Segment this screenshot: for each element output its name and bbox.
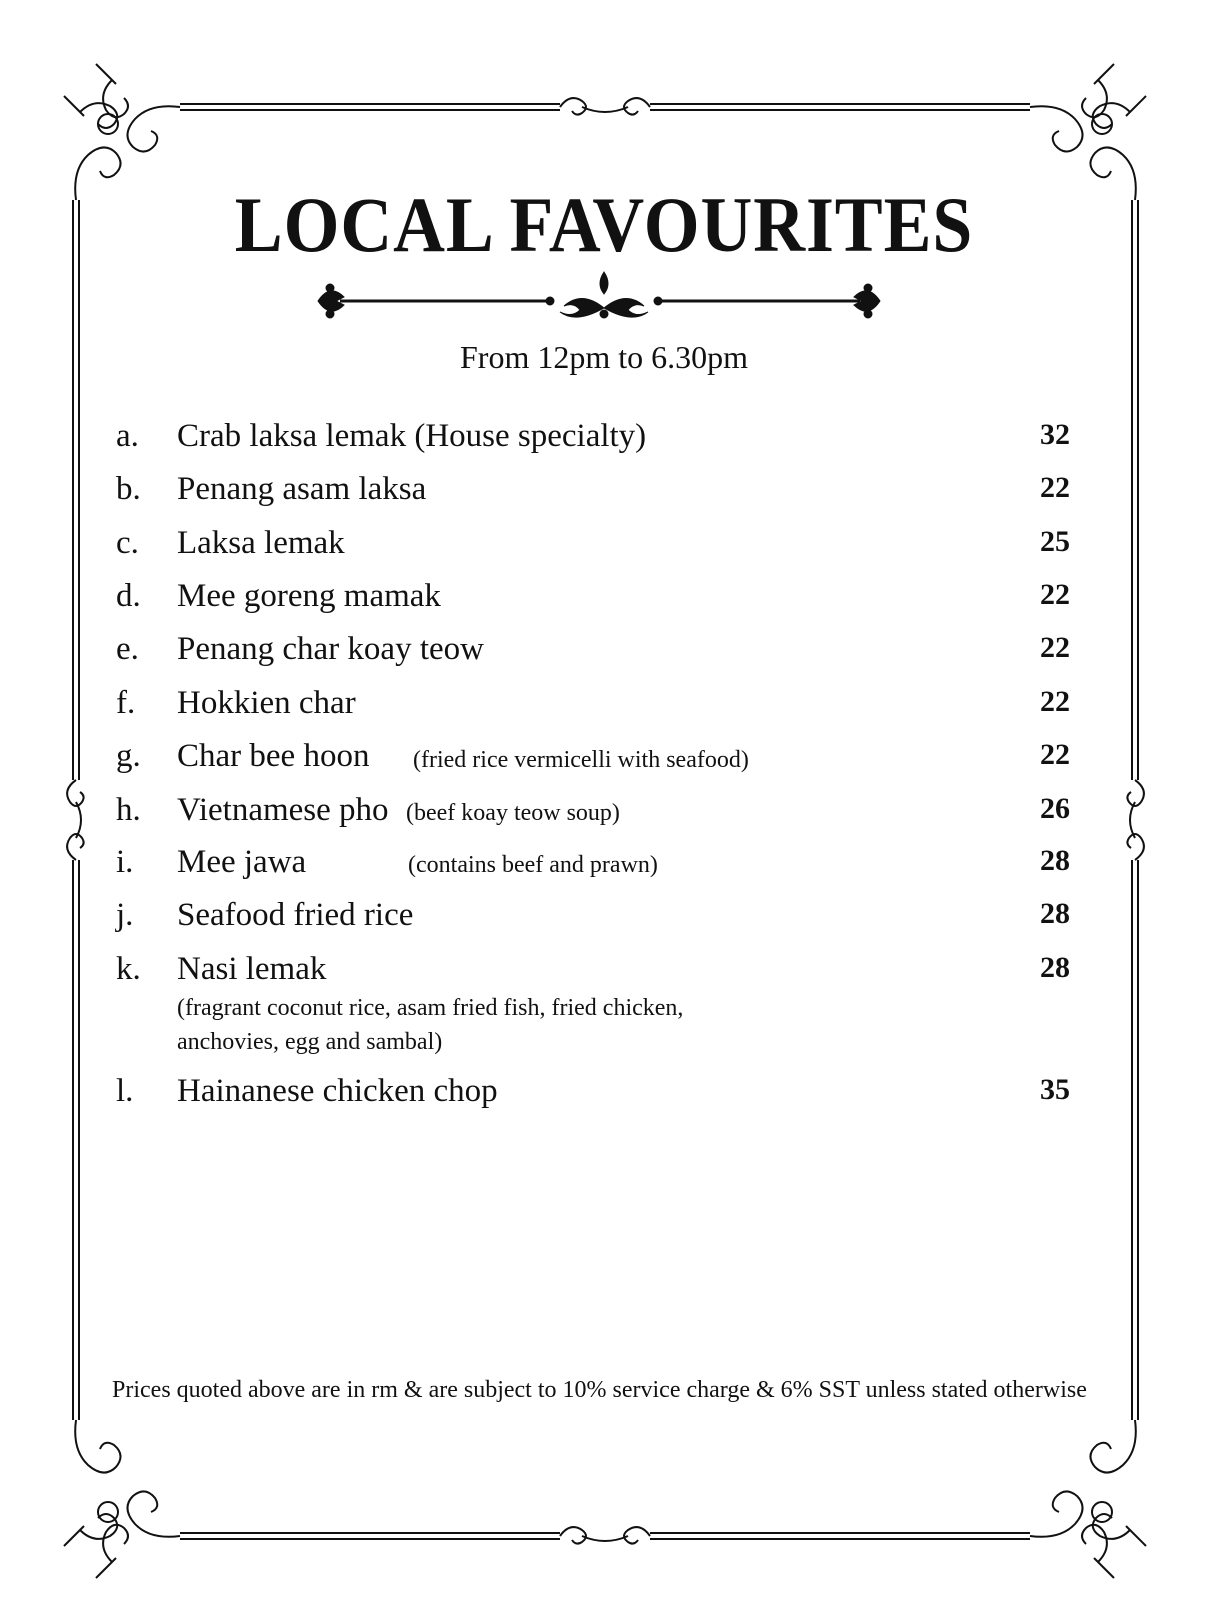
item-letter: k. — [116, 951, 141, 987]
item-letter: e. — [116, 631, 139, 667]
serving-hours: From 12pm to 6.30pm — [459, 339, 748, 375]
item-letter: a. — [116, 418, 139, 454]
item-price: 22 — [1040, 578, 1070, 611]
item-price: 22 — [1040, 631, 1070, 664]
item-price: 22 — [1040, 471, 1070, 504]
item-letter: c. — [116, 525, 139, 561]
item-price: 28 — [1040, 897, 1070, 930]
item-price: 35 — [1040, 1073, 1070, 1106]
item-letter: d. — [116, 578, 141, 614]
item-price: 26 — [1040, 792, 1070, 825]
item-price: 28 — [1040, 951, 1070, 984]
item-description-line: (fragrant coconut rice, asam fried fish, fried chicken, — [177, 995, 684, 1021]
item-price: 25 — [1040, 525, 1070, 558]
item-name: Hainanese chicken chop — [177, 1073, 498, 1109]
item-note: (fried rice vermicelli with seafood) — [413, 747, 749, 773]
item-price: 22 — [1040, 685, 1070, 718]
item-description-line: anchovies, egg and sambal) — [177, 1029, 443, 1055]
item-letter: i. — [116, 844, 134, 880]
item-name: Char bee hoon — [177, 738, 370, 774]
item-description — [177, 991, 737, 1059]
item-name: Laksa lemak — [177, 525, 345, 561]
title-divider-flourish — [0, 268, 1208, 328]
page-title: LOCAL FAVOURITES — [234, 181, 974, 268]
item-price: 28 — [1040, 844, 1070, 877]
item-note: (contains beef and prawn) — [408, 852, 658, 878]
item-letter: f. — [116, 685, 136, 721]
item-note: (beef koay teow soup) — [406, 800, 620, 826]
item-letter: h. — [116, 792, 141, 828]
item-name: Penang char koay teow — [177, 631, 484, 667]
item-name: Crab laksa lemak (House specialty) — [177, 418, 647, 454]
item-name: Hokkien char — [177, 685, 356, 721]
price-disclaimer: Prices quoted above are in rm & are subject to 10% service charge & 6% SST unless stated otherwise — [112, 1377, 1087, 1403]
item-name: Mee goreng mamak — [177, 578, 441, 614]
item-price: 22 — [1040, 738, 1070, 771]
item-name: Seafood fried rice — [177, 897, 414, 933]
item-name: Penang asam laksa — [177, 471, 427, 507]
item-name: Mee jawa — [177, 844, 307, 880]
item-letter: j. — [116, 897, 134, 933]
item-name: Nasi lemak — [177, 951, 327, 987]
item-letter: l. — [116, 1073, 134, 1109]
item-letter: g. — [116, 738, 141, 774]
item-price: 32 — [1040, 418, 1070, 451]
item-name: Vietnamese pho — [177, 792, 389, 828]
item-letter: b. — [116, 471, 141, 507]
